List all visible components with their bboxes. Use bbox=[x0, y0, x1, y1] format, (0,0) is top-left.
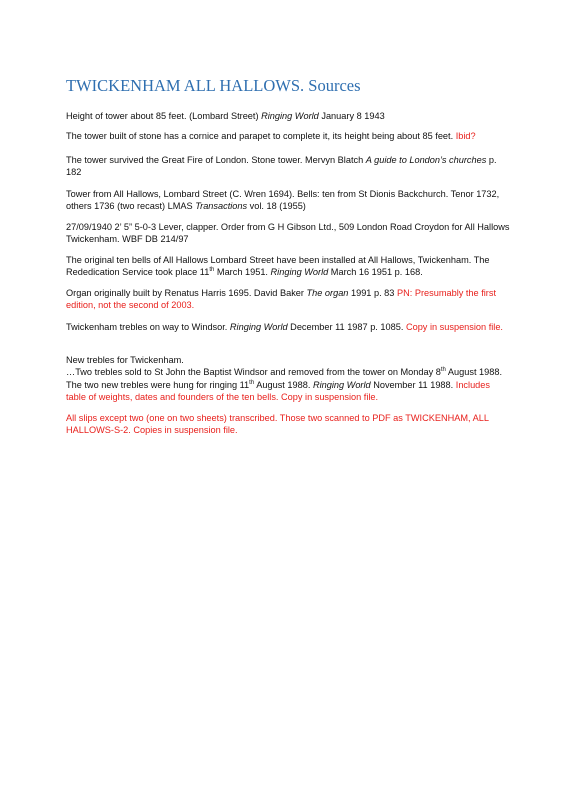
editor-note: Ibid? bbox=[455, 131, 476, 141]
source-paragraph-9: New trebles for Twickenham. …Two trebles sold to St John the Baptist Windsor and removed from the tower on Monday 8th August 1988. The two new trebles were hung for ringing 11th August 1988. Ringing World November 11 1988. Includes table of weights, dates and founders of the ten bells. Copy in suspension file. bbox=[66, 354, 511, 404]
source-paragraph-10 bbox=[66, 412, 511, 437]
source-paragraph-6: The original ten bells of All Hallows Lombard Street have been installed at All Hallows, Twickenham. The Rededication Service took place 11th March 1951. Ringing World March 16 1951 p. 168. bbox=[66, 255, 490, 278]
source-paragraph-5: 27/09/1940 2’ 5” 5-0-3 Lever, clapper. Order from G H Gibson Ltd., 509 London Road Croydon for All Hallows Twickenham. WBF DB 214/97 bbox=[66, 222, 510, 245]
paragraph-heading: New trebles for Twickenham. bbox=[66, 355, 184, 365]
editor-note: Includes table of weights, dates and founders of the ten bells. Copy in suspension file. bbox=[66, 379, 490, 403]
source-paragraph-1: Height of tower about 85 feet. (Lombard Street) Ringing World January 8 1943 bbox=[66, 111, 385, 121]
source-paragraph-3: The tower survived the Great Fire of London. Stone tower. Mervyn Blatch A guide to London’s churches p. 182 bbox=[66, 155, 497, 178]
editor-note: All slips except two (one on two sheets) transcribed. Those two scanned to PDF as TWICKENHAM, ALL HALLOWS-S-2. Copies in suspension file. bbox=[66, 413, 489, 436]
editor-note: Copy in suspension file. bbox=[405, 322, 503, 332]
source-paragraph-4: Tower from All Hallows, Lombard Street (C. Wren 1694). Bells: ten from St Dionis Backchurch. Tenor 1732, others 1736 (two recast) LMAS Transactions vol. 18 (1955) bbox=[66, 189, 500, 212]
source-paragraph-7: Organ originally built by Renatus Harris 1695. David Baker The organ 1991 p. 83 PN: Presumably the first edition, not the second of 2003. bbox=[66, 288, 497, 311]
source-paragraph-8: Twickenham trebles on way to Windsor. Ringing World December 11 1987 p. 1085. Copy in suspension file. bbox=[66, 322, 503, 332]
editor-note: PN: Presumably the first edition, not the second of 2003. bbox=[66, 288, 497, 311]
source-paragraph-2: The tower built of stone has a cornice and parapet to complete it, its height being about 85 feet. Ibid? bbox=[66, 131, 476, 141]
page-title: TWICKENHAM ALL HALLOWS. Sources bbox=[66, 76, 361, 95]
